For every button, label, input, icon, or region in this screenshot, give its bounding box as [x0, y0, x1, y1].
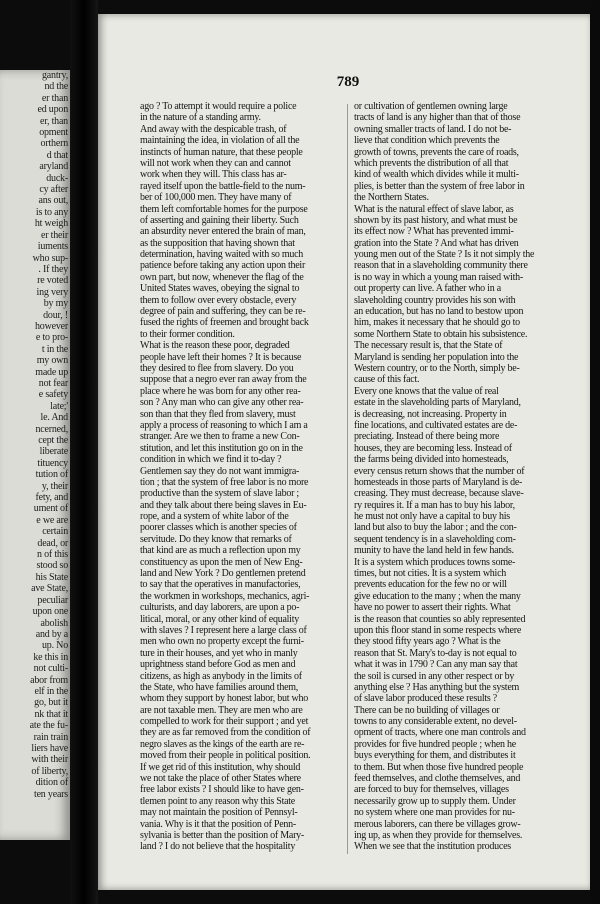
- text-line: lieve that condition which prevents the: [354, 135, 500, 147]
- text-line: servitude. Do they know that remarks of: [140, 533, 292, 545]
- text-line: people have left their homes ? It is because: [140, 351, 302, 363]
- text-line: no system where one man provides for nu-: [354, 807, 515, 819]
- text-line: an absurdity never entered the brain of man,: [140, 226, 306, 238]
- text-line: who sup-: [32, 252, 68, 264]
- text-line: by my: [43, 298, 68, 310]
- text-line: however: [34, 320, 68, 332]
- text-line: every census return shows that the number of: [354, 465, 525, 477]
- text-line: liberate: [39, 446, 68, 458]
- text-line: are not taxable men. They are men who are: [140, 704, 303, 716]
- text-line: constituency as upon the men of New Eng-: [140, 556, 303, 568]
- text-line: have no power to assert their rights. What: [354, 602, 511, 614]
- text-line: the soil is cursed in any other respect or by: [354, 670, 515, 682]
- column-divider: [347, 104, 348, 854]
- text-line: they stood fifty years ago ? What is the: [354, 636, 501, 648]
- text-line: ave State,: [31, 583, 68, 595]
- text-line: duck-: [46, 172, 68, 184]
- text-line: times, but not cities. It is a system which: [354, 568, 507, 580]
- text-line: sylvania is better than the position of Mary-: [140, 830, 304, 841]
- text-line: er than: [41, 92, 68, 104]
- text-line: provides for five hundred people ; when he: [354, 738, 516, 750]
- text-line: negro slaves as the kings of the earth are re-: [140, 738, 305, 750]
- text-line: condition in which we find it to-day ?: [140, 454, 282, 466]
- text-line: cy after: [39, 184, 68, 196]
- text-line: determination, having waited with so much: [140, 249, 304, 261]
- text-line: some Northern State to obtain his subsistence.: [354, 328, 528, 340]
- text-line: ber of 100,000 men. They have many of: [140, 192, 292, 204]
- text-line: stranger. Are we then to frame a new Con-: [140, 431, 300, 443]
- text-line: give education to the many ; when the many: [354, 590, 521, 602]
- text-line: feed themselves, and clothe themselves, and: [354, 773, 521, 785]
- text-line: and by a: [35, 628, 68, 640]
- text-line: of slave labor produced these results ?: [354, 693, 497, 705]
- text-line: late;': [50, 400, 68, 412]
- text-line: liers have: [31, 742, 68, 754]
- text-line: will not work when they can and cannot: [140, 157, 291, 169]
- text-line: y, their: [41, 480, 68, 492]
- text-line: litical, moral, or any other kind of equality: [140, 613, 299, 625]
- text-line: fused the rights of freemen and brought back: [140, 317, 309, 329]
- text-line: gantry,: [42, 70, 68, 81]
- text-line: work when they will. This class has ar-: [140, 169, 287, 181]
- text-line: the State, who have families around them,: [140, 681, 299, 693]
- text-line: dead, or: [37, 537, 68, 549]
- text-line: free labor exists ? I should like to have gen-: [140, 784, 304, 796]
- text-line: up. No: [41, 640, 68, 652]
- text-line: or cultivation of gentlemen owning large: [354, 101, 508, 112]
- text-line: with their: [31, 754, 68, 766]
- text-line: United States waves, obeying the signal to: [140, 283, 300, 295]
- text-line: preciating. Instead of there being more: [354, 431, 500, 443]
- text-line: shown by its past history, and what must be: [354, 214, 518, 226]
- text-line: dour, !: [43, 309, 68, 321]
- text-line: e to pro-: [35, 332, 68, 344]
- text-line: son than that they fled from slavery, must: [140, 408, 296, 420]
- text-line: to their former condition.: [140, 328, 235, 340]
- text-line: owning smaller tracts of land. I do not be-: [354, 123, 512, 135]
- text-line: re voted: [37, 275, 68, 287]
- text-line: and they talk about there being slaves in Eu-: [140, 499, 307, 511]
- text-line: not culti-: [33, 663, 68, 675]
- text-line: tution of: [35, 469, 68, 481]
- text-line: ate the fu-: [29, 720, 68, 732]
- text-line: in the nature of a standing army.: [140, 112, 261, 124]
- text-line: land and New York ? Do gentlemen pretend: [140, 568, 306, 580]
- text-line: When we see that the institution produces: [354, 841, 511, 853]
- text-line: what it was in 1790 ? Can any man say that: [354, 659, 518, 671]
- text-line: he must not only have a capital to buy his: [354, 511, 510, 523]
- text-line: productive than the system of slave labor ;: [140, 488, 299, 500]
- text-line: moved from their people in political position.: [140, 750, 311, 762]
- text-line: er, than: [40, 115, 68, 127]
- text-line: which prevents the distribution of all that: [354, 157, 509, 169]
- text-line: are forced to buy for themselves, villages: [354, 784, 509, 796]
- text-line: the Northern States.: [354, 192, 429, 204]
- left-column: [140, 101, 312, 853]
- text-line: is to any: [35, 206, 68, 218]
- text-line: cept the: [38, 435, 68, 446]
- text-line: go, but it: [34, 697, 68, 709]
- text-line: ke this in: [33, 651, 68, 663]
- text-line: reason that in a slaveholding community there: [354, 260, 528, 272]
- text-line: degree of pain and suffering, they can be re-: [140, 306, 306, 318]
- text-line: ht weigh: [34, 218, 68, 230]
- text-line: not fear: [38, 377, 68, 389]
- text-line: instincts of human nature, that these people: [140, 146, 303, 158]
- text-line: own part, but now, whenever the flag of the: [140, 271, 304, 283]
- text-line: of asserting and gaining their liberty. Such: [140, 214, 299, 226]
- text-line: abolish: [40, 617, 68, 629]
- text-line: compelled to work for their support ; and yet: [140, 716, 309, 728]
- text-line: tlemen point to any reason why this State: [140, 795, 295, 807]
- text-line: may not maintain the position of Pennsyl-: [140, 807, 298, 819]
- text-line: abor from: [30, 674, 68, 686]
- text-line: suppose that a negro ever ran away from the: [140, 374, 307, 386]
- text-line: The necessary result is, that the State of: [354, 340, 503, 352]
- text-line: Western country, or to the North, simply be-: [354, 362, 520, 374]
- text-line: out property can live. A father who in a: [354, 283, 501, 295]
- text-line: its effect now ? What has prevented immi-: [354, 226, 514, 238]
- text-line: the workmen in workshops, mechanics, agri-: [140, 590, 310, 602]
- book-gutter: [70, 0, 98, 904]
- text-line: maintaining the idea, in violation of all the: [140, 135, 300, 147]
- text-line: that kind are as much a reflection upon my: [140, 545, 301, 557]
- text-line: vania. Why is it that the position of Penn-: [140, 818, 296, 830]
- text-line: homesteads in those parts of Maryland is de-: [354, 476, 523, 488]
- text-line: estate in the slaveholding parts of Maryland,: [354, 397, 521, 409]
- text-line: It is a system which produces towns some-: [354, 556, 516, 568]
- text-line: slaveholding country provides his son with: [354, 294, 516, 306]
- text-line: towns to any considerable extent, no devel-: [354, 716, 517, 728]
- text-line: kind of wealth which divides while it multi-: [354, 169, 519, 181]
- text-line: to them. But when those five hundred people: [354, 761, 524, 773]
- text-line: anything else ? Has anything but the system: [354, 681, 520, 693]
- text-line: And away with the despicable trash, of: [140, 123, 287, 135]
- text-line: t in the: [41, 343, 68, 355]
- text-line: tituency: [37, 457, 68, 469]
- text-line: tion ; that the system of free labor is no more: [140, 476, 309, 488]
- text-line: they are as far removed from the condition of: [140, 727, 311, 739]
- text-line: orthern: [40, 138, 68, 150]
- text-line: What is the natural effect of slave labor, as: [354, 203, 514, 215]
- text-line: ed upon: [37, 104, 68, 116]
- text-line: them to follow over every obstacle, every: [140, 294, 297, 306]
- text-line: them left comfortable homes for the purpose: [140, 203, 308, 215]
- text-line: creasing. They must decrease, because slave-: [354, 488, 524, 500]
- text-line: young men out of the State ? Is it not simply the: [354, 249, 535, 261]
- text-line: ing up, as when they provide for themselves.: [354, 830, 523, 841]
- text-line: d that: [46, 149, 68, 161]
- text-line: e safety: [38, 389, 68, 401]
- text-line: ument of: [33, 503, 68, 515]
- text-line: made up: [35, 366, 68, 378]
- text-line: as the supposition that having shown that: [140, 237, 295, 249]
- text-line: le. And: [40, 412, 68, 424]
- text-line: of liberty,: [31, 765, 68, 777]
- text-line: land but also to buy the labor ; and the con-: [354, 522, 517, 534]
- text-line: uprightness stand before God as men and: [140, 659, 296, 671]
- text-line: rope, and a system of white labor of the: [140, 511, 289, 523]
- previous-page-fragment: [0, 70, 70, 840]
- text-line: certain: [42, 526, 68, 538]
- text-line: men who own no property except the furni-: [140, 636, 304, 648]
- text-line: ten years: [33, 788, 68, 800]
- text-line: Maryland is sending her population into the: [354, 351, 519, 363]
- text-line: There can be no building of villages or: [354, 704, 500, 716]
- text-line: e we are: [36, 514, 68, 526]
- text-line: son ? Any man who can give any other rea-: [140, 397, 304, 409]
- text-line: prevents education for the few no or will: [354, 579, 507, 591]
- text-line: elf in the: [34, 685, 68, 697]
- text-line: citizens, as high as anybody in the limits of: [140, 670, 302, 682]
- text-line: upon one: [32, 606, 68, 618]
- text-line: poorer classes which is another species of: [140, 522, 297, 534]
- text-line: merous laborers, can there be villages grow-: [354, 818, 521, 830]
- text-line: fety, and: [35, 492, 68, 504]
- text-line: is the reason that counties so ably represented: [354, 613, 526, 625]
- text-line: If we get rid of this institution, why should: [140, 761, 301, 773]
- text-line: upon this floor stand in some respects where: [354, 624, 522, 636]
- text-line: rain train: [33, 731, 68, 743]
- text-line: tracts of land is any higher than that of those: [354, 112, 521, 124]
- text-line: er their: [41, 229, 68, 241]
- text-line: fine locations, and cultivated estates are de-: [354, 419, 518, 431]
- text-line: nk that it: [34, 708, 68, 720]
- text-line: reason that St. Mary's to-day is not equal to: [354, 647, 517, 659]
- text-line: houses, they are becoming less. Instead of: [354, 442, 512, 454]
- text-line: buys everything for them, and distributes it: [354, 750, 516, 762]
- text-line: . If they: [38, 263, 68, 275]
- text-line: sequent tendency is in a slaveholding com-: [354, 533, 516, 545]
- text-line: ncerned,: [35, 423, 68, 435]
- text-line: his State: [35, 571, 68, 583]
- text-line: peculiar: [37, 594, 68, 606]
- text-line: stood so: [36, 560, 68, 572]
- text-line: an education, but has no land to bestow upon: [354, 306, 524, 318]
- text-line: him, makes it necessary that he should go to: [354, 317, 520, 329]
- text-line: plies, is better than the system of free labor in: [354, 180, 525, 192]
- text-line: patience before taking any action upon their: [140, 260, 306, 272]
- text-line: iuments: [37, 241, 68, 253]
- text-line: with slaves ? I represent here a large class of: [140, 624, 307, 636]
- text-line: What is the reason these poor, degraded: [140, 340, 290, 352]
- text-line: my own: [36, 355, 68, 367]
- text-line: growth of towns, prevents the care of roads,: [354, 146, 519, 158]
- text-line: ago ? To attempt it would require a police: [140, 101, 297, 112]
- text-line: n of this: [37, 549, 68, 561]
- text-line: land ? I do not believe that the hospitality: [140, 841, 296, 853]
- text-line: they desired to flee from slavery. Do you: [140, 362, 294, 374]
- document-page: [98, 14, 590, 890]
- text-line: ing very: [36, 286, 68, 298]
- text-line: cause of this fact.: [354, 374, 420, 386]
- text-line: stitution, and let this institution go on in the: [140, 442, 303, 454]
- page-number: 789: [336, 74, 360, 90]
- text-line: opment: [39, 127, 68, 139]
- scan-edge: [590, 0, 600, 904]
- text-line: opment of tracts, where one man controls and: [354, 727, 526, 739]
- text-line: apply a process of reasoning to which I am a: [140, 419, 308, 431]
- text-line: we not take the place of other States where: [140, 773, 301, 785]
- text-line: ry requires it. If a man has to buy his labor,: [354, 499, 515, 511]
- text-line: Gentlemen say they do not want immigra-: [140, 465, 300, 477]
- text-line: ans out,: [38, 195, 68, 207]
- text-line: is decreasing, not increasing. Property in: [354, 408, 507, 420]
- text-line: culturists, and day laborers, are upon a po-: [140, 602, 300, 614]
- text-line: rayed itself upon the battle-field to the num-: [140, 180, 306, 192]
- text-line: necessarily grow up to supply them. Under: [354, 795, 516, 807]
- text-line: Every one knows that the value of real: [354, 385, 499, 397]
- text-line: ture in their houses, and yet who in manly: [140, 647, 298, 659]
- text-line: aryland: [39, 161, 68, 173]
- text-line: to say that the operatives in manufactories,: [140, 579, 301, 591]
- right-column: [354, 101, 535, 853]
- text-line: place where he was born for any other rea-: [140, 385, 301, 397]
- text-line: is no way in which a young man raised with-: [354, 271, 523, 283]
- text-line: dition of: [35, 777, 68, 789]
- text-line: gration into the State ? And what has driven: [354, 237, 519, 249]
- text-line: whom they support by honest labor, but who: [140, 693, 308, 705]
- text-line: the farms being divided into homesteads,: [354, 454, 509, 466]
- text-line: munity to have the land held in few hands.: [354, 545, 514, 557]
- text-line: nd the: [44, 81, 68, 93]
